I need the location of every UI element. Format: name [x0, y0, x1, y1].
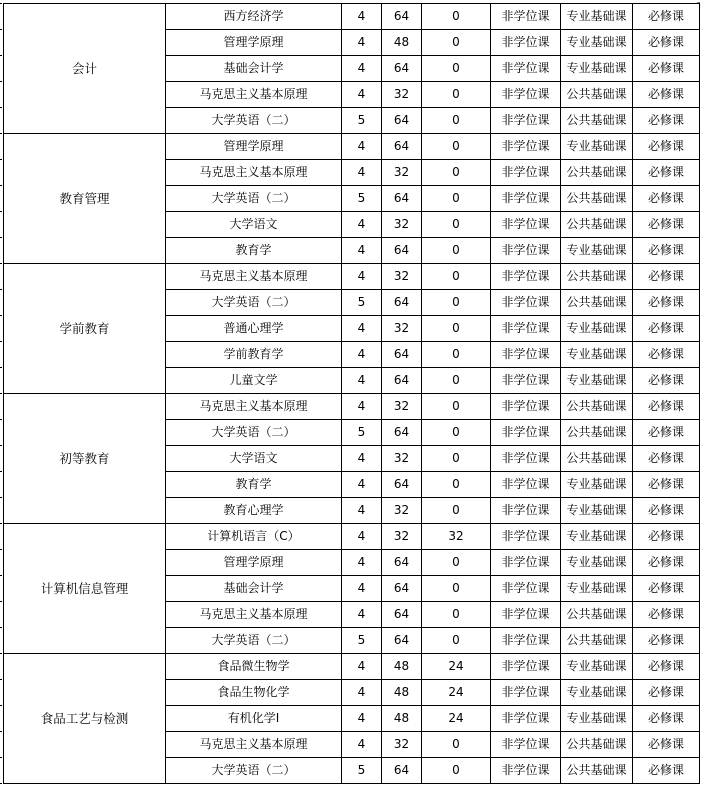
practice-hours-cell: 0 [422, 420, 491, 446]
table-row [4, 524, 700, 550]
practice-hours-cell: 24 [422, 654, 491, 680]
course-name-cell: 马克思主义基本原理 [166, 394, 342, 420]
course-name-cell: 管理学原理 [166, 134, 342, 160]
practice-hours-cell: 0 [422, 602, 491, 628]
course-name-cell: 大学语文 [166, 446, 342, 472]
row-marker [0, 185, 2, 186]
requirement-cell: 必修课 [633, 238, 700, 264]
total-hours-cell: 64 [382, 602, 422, 628]
degree-type-cell: 非学位课 [491, 576, 561, 602]
practice-hours-cell: 0 [422, 628, 491, 654]
course-category-cell: 公共基础课 [561, 82, 633, 108]
credit-cell: 5 [342, 290, 382, 316]
total-hours-cell: 64 [382, 550, 422, 576]
practice-hours-cell: 0 [422, 186, 491, 212]
course-category-cell: 公共基础课 [561, 628, 633, 654]
course-category-cell: 专业基础课 [561, 342, 633, 368]
total-hours-cell: 32 [382, 446, 422, 472]
practice-hours-cell: 24 [422, 706, 491, 732]
credit-cell: 4 [342, 498, 382, 524]
requirement-cell: 必修课 [633, 524, 700, 550]
practice-hours-cell: 0 [422, 368, 491, 394]
course-category-cell: 公共基础课 [561, 160, 633, 186]
degree-type-cell: 非学位课 [491, 498, 561, 524]
course-table [3, 3, 700, 784]
row-marker [0, 627, 2, 628]
total-hours-cell: 48 [382, 706, 422, 732]
total-hours-cell: 64 [382, 758, 422, 784]
course-name-cell: 食品微生物学 [166, 654, 342, 680]
total-hours-cell: 64 [382, 420, 422, 446]
total-hours-cell: 48 [382, 30, 422, 56]
requirement-cell: 必修课 [633, 134, 700, 160]
requirement-cell: 必修课 [633, 160, 700, 186]
requirement-cell: 必修课 [633, 264, 700, 290]
course-name-cell: 学前教育学 [166, 342, 342, 368]
row-marker [0, 549, 2, 550]
major-cell: 教育管理 [4, 134, 166, 264]
credit-cell: 4 [342, 160, 382, 186]
course-category-cell: 专业基础课 [561, 576, 633, 602]
course-name-cell: 马克思主义基本原理 [166, 160, 342, 186]
row-marker [0, 29, 2, 30]
total-hours-cell: 64 [382, 134, 422, 160]
requirement-cell: 必修课 [633, 472, 700, 498]
requirement-cell: 必修课 [633, 602, 700, 628]
degree-type-cell: 非学位课 [491, 134, 561, 160]
row-marker [0, 497, 2, 498]
total-hours-cell: 32 [382, 160, 422, 186]
course-category-cell: 公共基础课 [561, 602, 633, 628]
degree-type-cell: 非学位课 [491, 758, 561, 784]
total-hours-cell: 48 [382, 654, 422, 680]
row-marker [0, 705, 2, 706]
practice-hours-cell: 0 [422, 394, 491, 420]
course-category-cell: 公共基础课 [561, 264, 633, 290]
row-marker [0, 107, 2, 108]
total-hours-cell: 64 [382, 290, 422, 316]
degree-type-cell: 非学位课 [491, 706, 561, 732]
course-category-cell: 公共基础课 [561, 446, 633, 472]
total-hours-cell: 64 [382, 472, 422, 498]
row-marker [0, 263, 2, 264]
credit-cell: 4 [342, 524, 382, 550]
corner-mark-icon: ┐ [697, 0, 703, 9]
course-name-cell: 大学语文 [166, 212, 342, 238]
row-marker [0, 341, 2, 342]
degree-type-cell: 非学位课 [491, 446, 561, 472]
course-name-cell: 基础会计学 [166, 576, 342, 602]
course-category-cell: 专业基础课 [561, 368, 633, 394]
credit-cell: 4 [342, 212, 382, 238]
credit-cell: 5 [342, 108, 382, 134]
credit-cell: 4 [342, 576, 382, 602]
table-row [4, 394, 700, 420]
degree-type-cell: 非学位课 [491, 654, 561, 680]
requirement-cell: 必修课 [633, 290, 700, 316]
row-marker [0, 3, 2, 4]
course-name-cell: 管理学原理 [166, 30, 342, 56]
degree-type-cell: 非学位课 [491, 368, 561, 394]
major-cell: 食品工艺与检测 [4, 654, 166, 784]
degree-type-cell: 非学位课 [491, 342, 561, 368]
practice-hours-cell: 0 [422, 498, 491, 524]
course-category-cell: 公共基础课 [561, 108, 633, 134]
degree-type-cell: 非学位课 [491, 30, 561, 56]
row-marker [0, 133, 2, 134]
practice-hours-cell: 0 [422, 82, 491, 108]
degree-type-cell: 非学位课 [491, 394, 561, 420]
course-category-cell: 专业基础课 [561, 238, 633, 264]
course-name-cell: 马克思主义基本原理 [166, 82, 342, 108]
course-category-cell: 公共基础课 [561, 420, 633, 446]
degree-type-cell: 非学位课 [491, 550, 561, 576]
course-category-cell: 公共基础课 [561, 290, 633, 316]
total-hours-cell: 64 [382, 368, 422, 394]
course-name-cell: 大学英语（二） [166, 628, 342, 654]
degree-type-cell: 非学位课 [491, 732, 561, 758]
row-marker [0, 783, 2, 784]
course-category-cell: 公共基础课 [561, 212, 633, 238]
practice-hours-cell: 0 [422, 264, 491, 290]
requirement-cell: 必修课 [633, 342, 700, 368]
degree-type-cell: 非学位课 [491, 212, 561, 238]
degree-type-cell: 非学位课 [491, 524, 561, 550]
degree-type-cell: 非学位课 [491, 628, 561, 654]
requirement-cell: 必修课 [633, 394, 700, 420]
row-marker [0, 575, 2, 576]
course-category-cell: 专业基础课 [561, 56, 633, 82]
course-name-cell: 普通心理学 [166, 316, 342, 342]
course-name-cell: 大学英语（二） [166, 290, 342, 316]
practice-hours-cell: 0 [422, 4, 491, 30]
requirement-cell: 必修课 [633, 30, 700, 56]
credit-cell: 5 [342, 420, 382, 446]
major-cell: 初等教育 [4, 394, 166, 524]
credit-cell: 4 [342, 394, 382, 420]
course-category-cell: 专业基础课 [561, 706, 633, 732]
total-hours-cell: 32 [382, 732, 422, 758]
requirement-cell: 必修课 [633, 498, 700, 524]
degree-type-cell: 非学位课 [491, 472, 561, 498]
course-name-cell: 大学英语（二） [166, 108, 342, 134]
course-name-cell: 教育心理学 [166, 498, 342, 524]
degree-type-cell: 非学位课 [491, 82, 561, 108]
requirement-cell: 必修课 [633, 732, 700, 758]
practice-hours-cell: 0 [422, 342, 491, 368]
table-row [4, 4, 700, 30]
practice-hours-cell: 0 [422, 576, 491, 602]
credit-cell: 4 [342, 368, 382, 394]
row-marker [0, 757, 2, 758]
practice-hours-cell: 0 [422, 732, 491, 758]
row-marker [0, 419, 2, 420]
practice-hours-cell: 32 [422, 524, 491, 550]
course-table-body [4, 4, 700, 784]
requirement-cell: 必修课 [633, 212, 700, 238]
row-marker [0, 315, 2, 316]
credit-cell: 5 [342, 186, 382, 212]
left-edge-markers [0, 0, 2, 786]
credit-cell: 5 [342, 758, 382, 784]
course-category-cell: 专业基础课 [561, 472, 633, 498]
practice-hours-cell: 0 [422, 316, 491, 342]
total-hours-cell: 32 [382, 394, 422, 420]
degree-type-cell: 非学位课 [491, 56, 561, 82]
course-name-cell: 西方经济学 [166, 4, 342, 30]
row-marker [0, 237, 2, 238]
requirement-cell: 必修课 [633, 706, 700, 732]
major-cell: 计算机信息管理 [4, 524, 166, 654]
total-hours-cell: 32 [382, 316, 422, 342]
credit-cell: 4 [342, 134, 382, 160]
practice-hours-cell: 0 [422, 758, 491, 784]
requirement-cell: 必修课 [633, 82, 700, 108]
course-name-cell: 儿童文学 [166, 368, 342, 394]
requirement-cell: 必修课 [633, 446, 700, 472]
degree-type-cell: 非学位课 [491, 186, 561, 212]
course-name-cell: 马克思主义基本原理 [166, 602, 342, 628]
course-category-cell: 公共基础课 [561, 758, 633, 784]
practice-hours-cell: 0 [422, 108, 491, 134]
requirement-cell: 必修课 [633, 186, 700, 212]
course-name-cell: 食品生物化学 [166, 680, 342, 706]
table-row [4, 654, 700, 680]
row-marker [0, 471, 2, 472]
row-marker [0, 731, 2, 732]
row-marker [0, 653, 2, 654]
row-marker [0, 81, 2, 82]
course-category-cell: 公共基础课 [561, 186, 633, 212]
practice-hours-cell: 0 [422, 160, 491, 186]
course-category-cell: 公共基础课 [561, 394, 633, 420]
credit-cell: 4 [342, 238, 382, 264]
credit-cell: 4 [342, 342, 382, 368]
practice-hours-cell: 0 [422, 56, 491, 82]
credit-cell: 4 [342, 602, 382, 628]
practice-hours-cell: 0 [422, 472, 491, 498]
course-category-cell: 专业基础课 [561, 550, 633, 576]
course-category-cell: 专业基础课 [561, 316, 633, 342]
practice-hours-cell: 0 [422, 290, 491, 316]
credit-cell: 4 [342, 316, 382, 342]
total-hours-cell: 64 [382, 4, 422, 30]
requirement-cell: 必修课 [633, 628, 700, 654]
credit-cell: 4 [342, 732, 382, 758]
practice-hours-cell: 0 [422, 446, 491, 472]
row-marker [0, 679, 2, 680]
requirement-cell: 必修课 [633, 576, 700, 602]
course-name-cell: 大学英语（二） [166, 420, 342, 446]
row-marker [0, 523, 2, 524]
row-marker [0, 601, 2, 602]
credit-cell: 4 [342, 680, 382, 706]
credit-cell: 4 [342, 82, 382, 108]
course-name-cell: 马克思主义基本原理 [166, 732, 342, 758]
degree-type-cell: 非学位课 [491, 290, 561, 316]
course-category-cell: 专业基础课 [561, 30, 633, 56]
course-name-cell: 大学英语（二） [166, 186, 342, 212]
credit-cell: 4 [342, 30, 382, 56]
credit-cell: 4 [342, 706, 382, 732]
row-marker [0, 55, 2, 56]
course-name-cell: 基础会计学 [166, 56, 342, 82]
total-hours-cell: 32 [382, 264, 422, 290]
practice-hours-cell: 0 [422, 134, 491, 160]
course-name-cell: 马克思主义基本原理 [166, 264, 342, 290]
practice-hours-cell: 24 [422, 680, 491, 706]
course-name-cell: 教育学 [166, 238, 342, 264]
row-marker [0, 367, 2, 368]
major-cell: 会计 [4, 4, 166, 134]
degree-type-cell: 非学位课 [491, 680, 561, 706]
requirement-cell: 必修课 [633, 680, 700, 706]
credit-cell: 4 [342, 550, 382, 576]
total-hours-cell: 64 [382, 56, 422, 82]
credit-cell: 4 [342, 472, 382, 498]
credit-cell: 4 [342, 56, 382, 82]
degree-type-cell: 非学位课 [491, 420, 561, 446]
requirement-cell: 必修课 [633, 4, 700, 30]
course-category-cell: 公共基础课 [561, 732, 633, 758]
degree-type-cell: 非学位课 [491, 160, 561, 186]
total-hours-cell: 32 [382, 498, 422, 524]
requirement-cell: 必修课 [633, 368, 700, 394]
total-hours-cell: 64 [382, 576, 422, 602]
requirement-cell: 必修课 [633, 316, 700, 342]
major-cell: 学前教育 [4, 264, 166, 394]
total-hours-cell: 48 [382, 680, 422, 706]
row-marker [0, 211, 2, 212]
course-name-cell: 计算机语言（C） [166, 524, 342, 550]
row-marker [0, 445, 2, 446]
requirement-cell: 必修课 [633, 758, 700, 784]
credit-cell: 4 [342, 264, 382, 290]
course-category-cell: 专业基础课 [561, 498, 633, 524]
practice-hours-cell: 0 [422, 550, 491, 576]
course-name-cell: 大学英语（二） [166, 758, 342, 784]
degree-type-cell: 非学位课 [491, 602, 561, 628]
requirement-cell: 必修课 [633, 108, 700, 134]
practice-hours-cell: 0 [422, 238, 491, 264]
degree-type-cell: 非学位课 [491, 316, 561, 342]
credit-cell: 5 [342, 628, 382, 654]
course-name-cell: 有机化学I [166, 706, 342, 732]
total-hours-cell: 64 [382, 628, 422, 654]
course-category-cell: 专业基础课 [561, 524, 633, 550]
course-category-cell: 专业基础课 [561, 4, 633, 30]
course-name-cell: 教育学 [166, 472, 342, 498]
credit-cell: 4 [342, 4, 382, 30]
requirement-cell: 必修课 [633, 550, 700, 576]
total-hours-cell: 64 [382, 186, 422, 212]
requirement-cell: 必修课 [633, 654, 700, 680]
total-hours-cell: 32 [382, 524, 422, 550]
total-hours-cell: 64 [382, 108, 422, 134]
row-marker [0, 289, 2, 290]
course-name-cell: 管理学原理 [166, 550, 342, 576]
table-row [4, 134, 700, 160]
total-hours-cell: 32 [382, 212, 422, 238]
degree-type-cell: 非学位课 [491, 4, 561, 30]
course-category-cell: 专业基础课 [561, 680, 633, 706]
practice-hours-cell: 0 [422, 30, 491, 56]
degree-type-cell: 非学位课 [491, 264, 561, 290]
requirement-cell: 必修课 [633, 420, 700, 446]
total-hours-cell: 64 [382, 342, 422, 368]
course-category-cell: 专业基础课 [561, 134, 633, 160]
table-row [4, 264, 700, 290]
practice-hours-cell: 0 [422, 212, 491, 238]
requirement-cell: 必修课 [633, 56, 700, 82]
degree-type-cell: 非学位课 [491, 238, 561, 264]
degree-type-cell: 非学位课 [491, 108, 561, 134]
course-category-cell: 专业基础课 [561, 654, 633, 680]
total-hours-cell: 64 [382, 238, 422, 264]
credit-cell: 4 [342, 446, 382, 472]
credit-cell: 4 [342, 654, 382, 680]
row-marker [0, 159, 2, 160]
row-marker [0, 393, 2, 394]
total-hours-cell: 32 [382, 82, 422, 108]
